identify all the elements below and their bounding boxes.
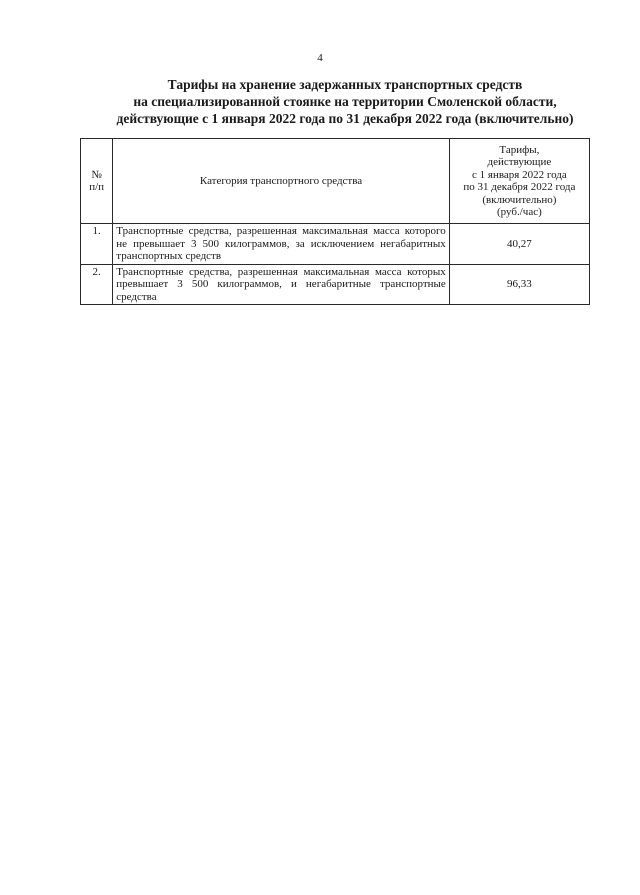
row-tariff: 96,33 <box>449 264 589 305</box>
header-tariff-line-4: по 31 декабря 2022 года <box>463 181 576 193</box>
title-line-3: действующие с 1 января 2022 года по 31 декабря 2022 года (включительно) <box>116 111 574 126</box>
header-tariff-line-3: с 1 января 2022 года <box>472 168 567 181</box>
row-tariff: 40,27 <box>449 224 589 265</box>
row-number: 1. <box>81 224 113 265</box>
tariffs-table <box>80 138 590 305</box>
header-tariff-line-6: (руб./час) <box>497 206 542 218</box>
document-title <box>60 76 630 127</box>
table-row <box>81 264 590 305</box>
table-header-row <box>81 139 590 224</box>
header-tariff-line-2: действующие <box>487 156 552 168</box>
header-tariff-line-5: (включительно) <box>482 193 557 206</box>
header-category: Категория транспортного средства <box>113 139 450 224</box>
title-line-2: на специализированной стоянке на территории Смоленской области, <box>133 94 557 109</box>
row-number: 2. <box>81 264 113 305</box>
header-number: № п/п <box>81 139 113 224</box>
page-number: 4 <box>317 52 323 64</box>
title-line-1: Тарифы на хранение задержанных транспортных средств <box>167 77 523 92</box>
header-tariff <box>449 139 589 224</box>
row-category: Транспортные средства, разрешенная максимальная масса которого не превышает 3 500 килограммов, за исключением негабаритных транспортных средств <box>113 224 450 265</box>
table-row <box>81 224 590 265</box>
row-category: Транспортные средства, разрешенная максимальная масса которых превышает 3 500 килограммов, и негабаритные транспортные средства <box>113 264 450 305</box>
header-tariff-line-1: Тарифы, <box>499 143 540 156</box>
